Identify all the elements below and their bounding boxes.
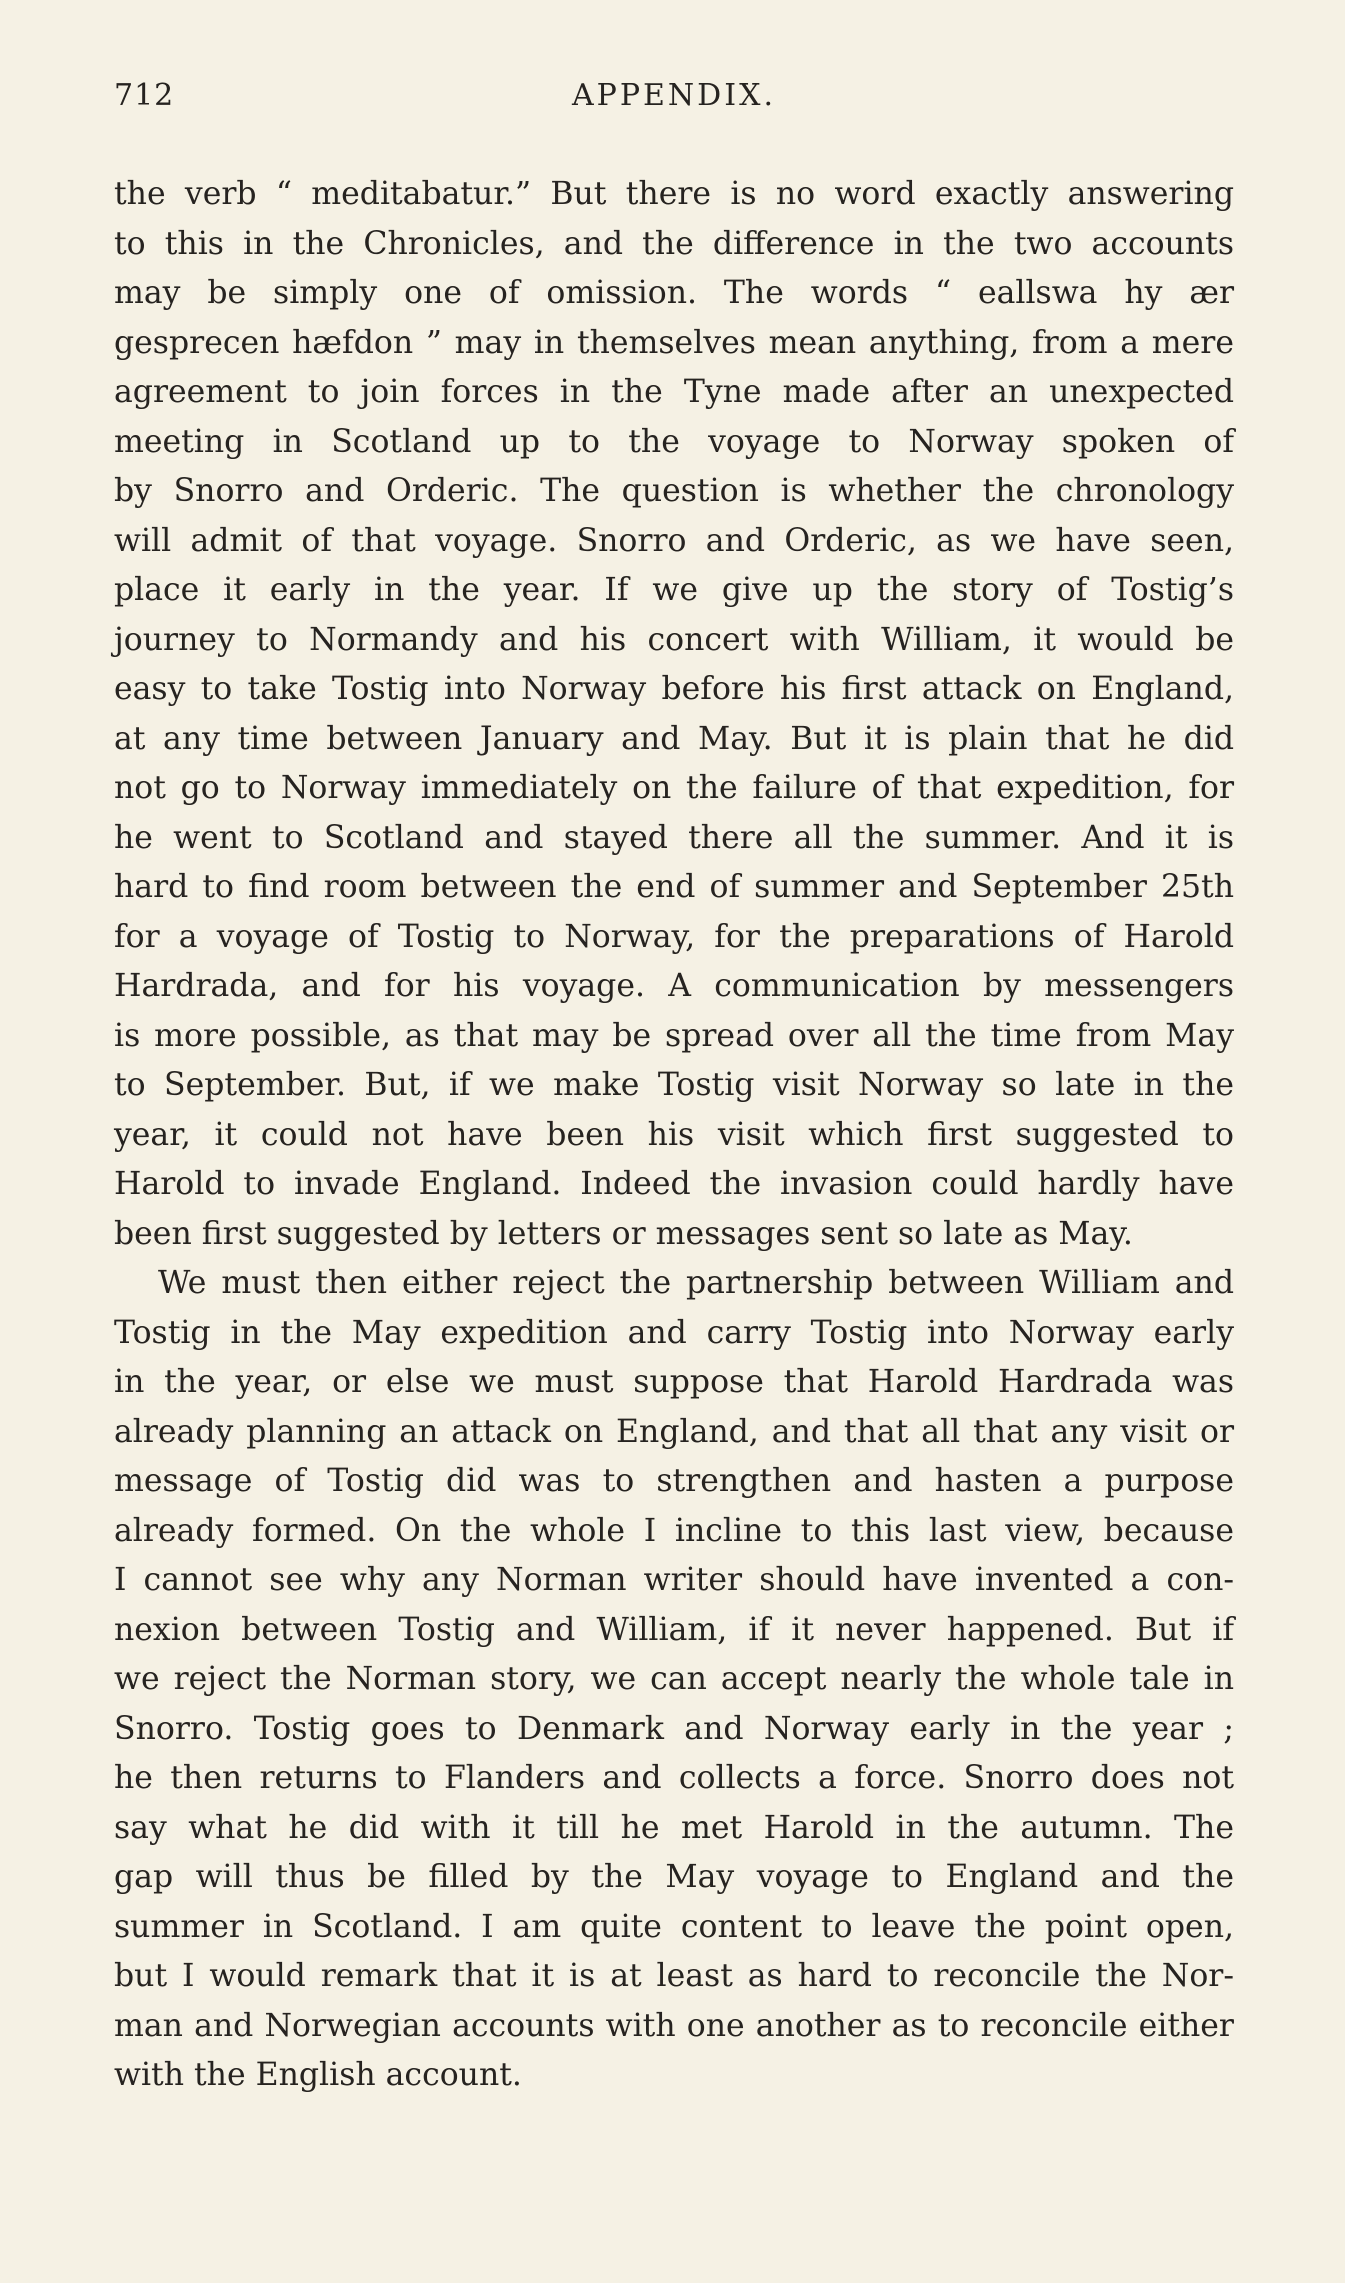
text-line: man and Norwegian accounts with one another as to reconcile either — [114, 2007, 1234, 2044]
text-line: I cannot see why any Norman writer should have invented a con- — [114, 1562, 1234, 1598]
text-line: at any time between January and May. But it is plain that he did — [114, 720, 1234, 757]
text-line: agreement to join forces in the Tyne made after an unexpected — [114, 374, 1234, 410]
text-line: Tostig in the May expedition and carry Tostig into Norway early — [114, 1314, 1234, 1351]
text-line: he went to Scotland and stayed there all the summer. And it is — [114, 819, 1234, 856]
paragraph — [114, 1259, 1234, 2101]
text-line: gesprecen hæfdon ” may in themselves mean anything, from a mere — [114, 324, 1234, 361]
text-line: Hardrada, and for his voyage. A communication by messengers — [114, 968, 1234, 1004]
running-head-title: APPENDIX. — [572, 78, 776, 113]
page-number: 712 — [114, 78, 175, 113]
text-line: for a voyage of Tostig to Norway, for the preparations of Harold — [114, 918, 1234, 955]
text-line: meeting in Scotland up to the voyage to Norway spoken of — [114, 423, 1234, 460]
text-line: the verb “ meditabatur.” But there is no word exactly answering — [114, 176, 1234, 212]
text-line: We must then either reject the partnership between William and — [158, 1265, 1234, 1301]
text-line: may be simply one of omission. The words “ eallswa hy ær — [114, 275, 1234, 311]
text-line: will admit of that voyage. Snorro and Orderic, as we have seen, — [114, 522, 1234, 559]
text-line: not go to Norway immediately on the failure of that expedition, for — [114, 770, 1234, 806]
running-head — [114, 78, 1234, 122]
text-line: already planning an attack on England, and that all that any visit or — [114, 1413, 1234, 1450]
text-line: Harold to invade England. Indeed the invasion could hardly have — [114, 1166, 1234, 1202]
text-line: nexion between Tostig and William, if it never happened. But if — [114, 1611, 1234, 1648]
text-line: with the English account. — [114, 2057, 522, 2093]
text-line: been first suggested by letters or messages sent so late as May. — [114, 1215, 1133, 1252]
text-line: say what he did with it till he met Harold in the autumn. The — [114, 1809, 1234, 1846]
text-line: is more possible, as that may be spread over all the time from May — [114, 1017, 1234, 1054]
text-line: summer in Scotland. I am quite content to leave the point open, — [114, 1908, 1234, 1945]
text-line: Snorro. Tostig goes to Denmark and Norway early in the year ; — [114, 1710, 1234, 1747]
text-line: in the year, or else we must suppose that Harold Hardrada was — [114, 1364, 1234, 1400]
text-line: but I would remark that it is at least as hard to reconcile the Nor- — [114, 1958, 1234, 1994]
text-line: already formed. On the whole I incline to this last view, because — [114, 1512, 1234, 1549]
text-line: journey to Normandy and his concert with William, it would be — [114, 621, 1234, 658]
paragraph — [114, 170, 1234, 1259]
text-line: he then returns to Flanders and collects a force. Snorro does not — [114, 1760, 1234, 1796]
text-line: place it early in the year. If we give up the story of Tostig’s — [114, 572, 1234, 608]
text-line: to this in the Chronicles, and the difference in the two accounts — [114, 225, 1234, 262]
text-line: gap will thus be filled by the May voyage to England and the — [114, 1859, 1234, 1895]
text-line: we reject the Norman story, we can accept nearly the whole tale in — [114, 1661, 1234, 1697]
text-line: easy to take Tostig into Norway before his first attack on England, — [114, 671, 1234, 707]
text-line: by Snorro and Orderic. The question is whether the chronology — [114, 473, 1234, 509]
text-line: year, it could not have been his visit which first suggested to — [114, 1116, 1234, 1153]
text-line: to September. But, if we make Tostig visit Norway so late in the — [114, 1067, 1234, 1103]
text-line: message of Tostig did was to strengthen and hasten a purpose — [114, 1463, 1234, 1499]
text-line: hard to find room between the end of summer and September 25th — [114, 869, 1234, 905]
body-text — [114, 170, 1234, 2101]
